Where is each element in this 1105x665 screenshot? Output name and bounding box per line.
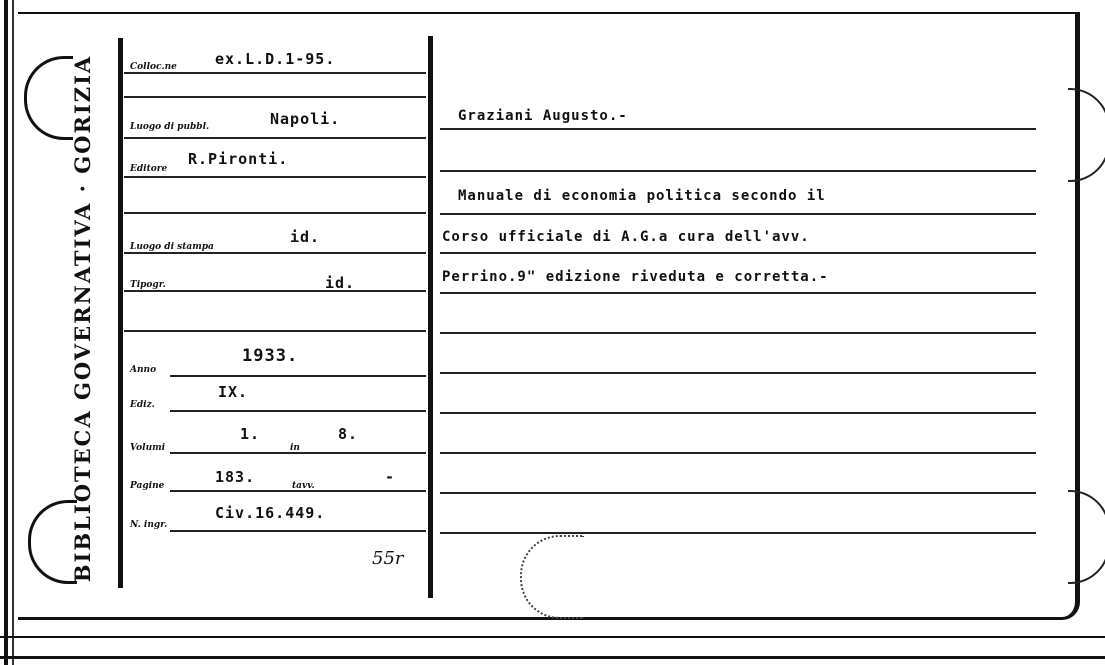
rule-right-2 <box>440 170 1036 172</box>
value-editore: R.Pironti. <box>188 150 289 168</box>
rule-right-5 <box>440 292 1036 294</box>
value-ediz: IX. <box>218 383 249 401</box>
rule-right-10 <box>440 492 1036 494</box>
label-ediz: Ediz. <box>130 400 155 410</box>
title-line-2: Corso ufficiale di A.G.a cura dell'avv. <box>442 229 810 245</box>
label-tipogr: Tipogr. <box>130 280 166 290</box>
label-n-ingr: N. ingr. <box>130 520 168 530</box>
vertical-library-stamp <box>58 54 108 582</box>
rule-anno <box>170 375 426 377</box>
title-line-1: Manuale di economia politica secondo il <box>458 188 826 204</box>
bottom-rule <box>0 636 1105 638</box>
punch-hole-top-right <box>1068 88 1105 182</box>
label-anno: Anno <box>130 365 157 375</box>
rule-right-4 <box>440 252 1036 254</box>
value-pagine: 183. <box>215 468 256 486</box>
value-luogo-pubbl: Napoli. <box>270 110 341 128</box>
value-collocazione: ex.L.D.1-95. <box>215 50 336 68</box>
card-edge-left-inner <box>12 0 14 665</box>
rule-luogo-stampa <box>124 252 426 254</box>
label-luogo-stampa: Luogo di stampa <box>130 242 214 252</box>
value-luogo-stampa: id. <box>290 228 321 246</box>
catalog-card <box>18 12 1080 620</box>
label-volumi-in: in <box>290 443 300 453</box>
rule-colloc <box>124 72 426 74</box>
label-volumi: Volumi <box>130 443 166 453</box>
rule-right-8 <box>440 412 1036 414</box>
rule-right-6 <box>440 332 1036 334</box>
value-anno: 1933. <box>242 346 299 366</box>
label-pagine: Pagine <box>130 481 165 491</box>
value-tavv: - <box>385 468 396 486</box>
value-tipogr: id. <box>325 274 356 292</box>
rule-right-1 <box>440 128 1036 130</box>
value-n-ingr: Civ.16.449. <box>215 504 326 522</box>
label-luogo-pubbl: Luogo di pubbl. <box>130 122 210 132</box>
rule-ediz <box>170 410 426 412</box>
library-stamp-text: BIBLIOTECA GOVERNATIVA · GORIZIA <box>70 54 96 582</box>
handwritten-number: 55r <box>372 548 404 569</box>
rule-right-7 <box>440 372 1036 374</box>
punch-hole-bottom-right <box>1068 490 1105 584</box>
rule-blank2 <box>124 330 426 332</box>
value-volumi-in: 8. <box>338 425 359 443</box>
rule-luogo <box>124 137 426 139</box>
rule-ingr <box>170 530 426 532</box>
rule-editore <box>124 176 426 178</box>
rule-section <box>124 96 426 98</box>
rule-blank <box>124 212 426 214</box>
label-collocazione: Colloc.ne <box>130 62 177 72</box>
bottom-rule-thick <box>0 656 1105 659</box>
title-line-3: Perrino.9" edizione riveduta e corretta.- <box>442 269 829 285</box>
left-divider <box>118 38 123 588</box>
rule-right-3 <box>440 213 1036 215</box>
card-edge-left <box>4 0 8 665</box>
middle-divider <box>428 36 433 598</box>
rule-right-9 <box>440 452 1036 454</box>
label-editore: Editore <box>130 164 168 174</box>
label-tavv: tavv. <box>292 481 315 491</box>
rule-right-11 <box>440 532 1036 534</box>
rule-tipogr <box>124 290 426 292</box>
author-heading: Graziani Augusto.- <box>458 108 628 124</box>
value-volumi: 1. <box>240 425 261 443</box>
